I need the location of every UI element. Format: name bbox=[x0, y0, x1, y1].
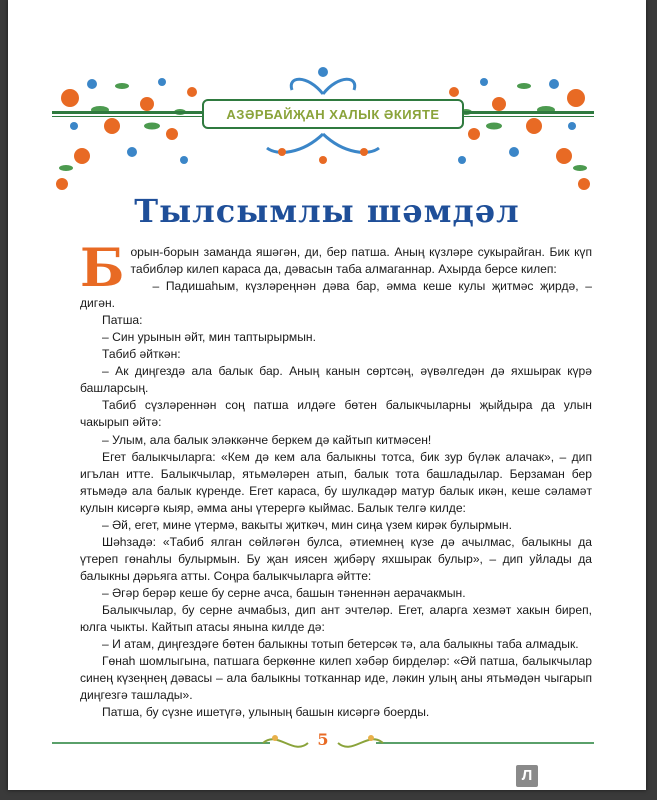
story-paragraph: Патша: bbox=[102, 313, 143, 328]
page-footer bbox=[52, 728, 594, 758]
page-number: 5 bbox=[317, 730, 329, 749]
drop-cap: Б bbox=[80, 238, 125, 299]
story-paragraph: Егет балыкчыларга: «Кем дә кем ала балыкны тотса, бик зур бүләк алачак», – дип игълан итте. Балыкчылар, ятьмәләрен атып, балык тота башладылар. Берзаман бер ятьмәдә ала балык күренде. Егет караса, бу шулкадәр матур балык икән, кеше сәламәт кулын кисәргә кыяр, әмма аны үтерергә кыймас. Балык телгә килде: bbox=[80, 449, 592, 515]
story-paragraph: – И атам, диңгездәге бөтен балыкны тотып бетерсәк тә, ала балыкны таба алмадык. bbox=[102, 637, 579, 652]
ornamental-header bbox=[52, 64, 594, 194]
story-title: Тылсымлы шәмдәл bbox=[134, 192, 520, 230]
story-text bbox=[80, 238, 592, 721]
story-paragraph: – Әгәр берәр кеше бу серне ачса, башын тәненнән аерачакмын. bbox=[102, 585, 466, 600]
story-paragraph: Табиб сүзләреннән соң патша илдәге бөтен балыкчыларны җыйдыра да улын чакырып әйтә: bbox=[80, 398, 592, 430]
series-label: АЗӘРБАЙҖАН ХАЛЫК ӘКИЯТЕ bbox=[226, 106, 440, 122]
story-paragraph: – Әй, егет, мине үтермә, вакыты җиткәч, мин сиңа үзем кирәк булырмын. bbox=[102, 517, 512, 532]
paragraph-text: орын-борын заманда яшәгән, ди, бер патша. Аның күзләре сукырайган. Бик күп табибләр килеп караса да, дәвасын таба алмаганнар. Ахырда берсе килеп: bbox=[130, 245, 592, 277]
story-paragraph: – Улым, ала балык эләккәнче беркем дә кайтып китмәсен! bbox=[102, 432, 432, 447]
floral-ornament bbox=[52, 64, 594, 194]
story-paragraph: Табиб әйткән: bbox=[102, 347, 181, 362]
series-label-box bbox=[202, 99, 464, 129]
story-paragraph: Балыкчылар, бу серне ачмабыз, дип ант эчтеләр. Егет, аларга хезмәт хакын биреп, юлга чыкты. Кайтып атасы янына килде дә: bbox=[80, 602, 592, 635]
watermark-logo: Л bbox=[516, 765, 538, 787]
story-paragraph: Патша, бу сүзне ишетүгә, улының башын кисәргә боерды. bbox=[102, 705, 430, 720]
story-paragraph: – Ак диңгездә ала балык бар. Аның канын сөртсәң, әүвәлгедән дә яхшырак күрә башларсың. bbox=[80, 364, 592, 396]
book-page bbox=[8, 0, 646, 790]
footer-rule-right bbox=[376, 742, 594, 744]
footer-rule-left bbox=[52, 742, 270, 744]
story-paragraph: – Син урынын әйт, мин таптырырмын. bbox=[102, 330, 316, 345]
story-paragraph: Шәһзадә: «Табиб ялган сөйләгән булса, әтиемнең күзе дә ачылмас, балыкны да үтереп гөнаһлы булырмын. Бу җан иясен җибәрү яхшырак булыр», – дип уйлады да балыкны дәрьяга атты. Соңра балыкчыларга әйтте: bbox=[80, 534, 592, 583]
story-paragraph: – Падишаһым, күзләреңнән дәва бар, әмма кеше кулы җитмәс җирдә, – дигән. bbox=[80, 279, 592, 311]
story-paragraph: Гөнаһ шомлыгына, патшага беркөнне килеп хәбәр бирделәр: «Әй патша, балыкчылар синең күзеңнең дәвасы – ала балыкны тотканнар иде, ләкин улың аны ятьмәдән чыгарып диңгезгә ташлады». bbox=[80, 654, 592, 703]
